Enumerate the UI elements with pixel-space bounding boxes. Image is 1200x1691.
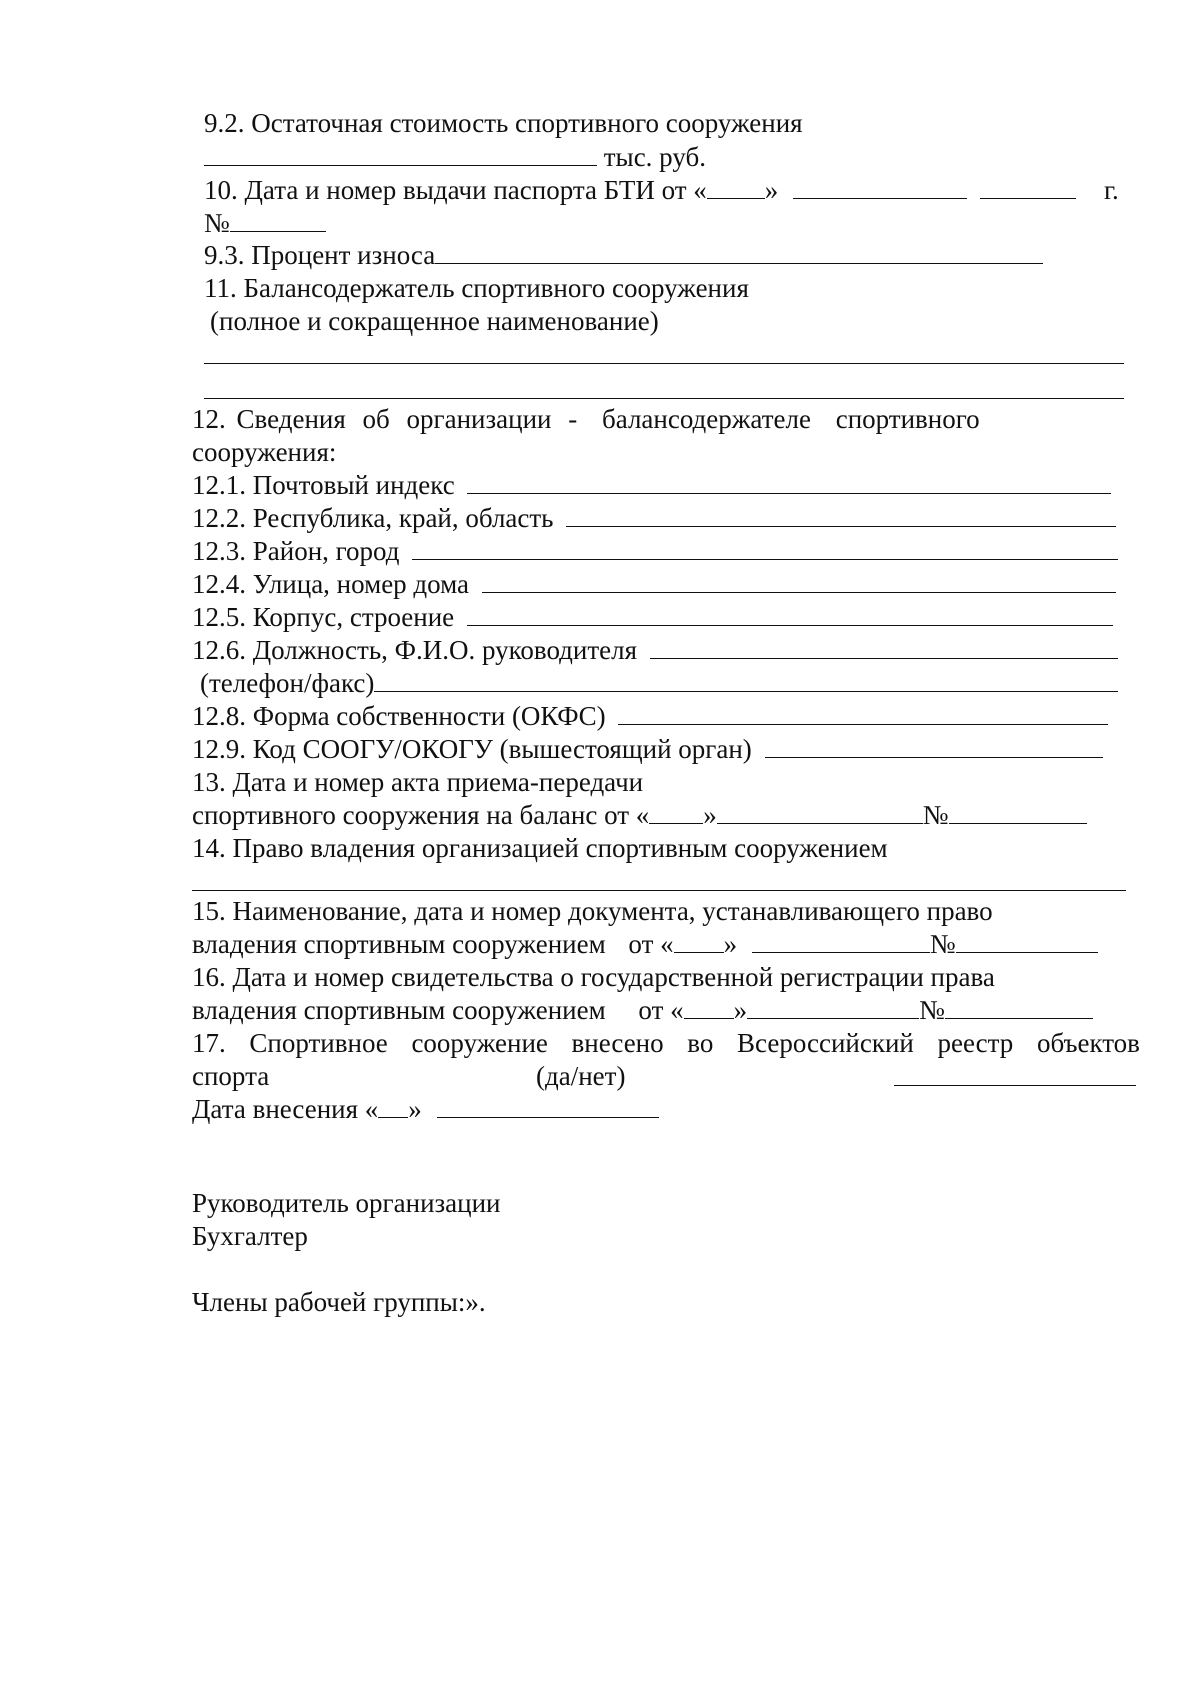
item-12-word: спортивного (835, 404, 980, 434)
doc-number-field[interactable] (956, 930, 1098, 953)
balance-holder-line-1[interactable] (204, 363, 1124, 364)
item-16-cont-label: владения спортивным сооружением (192, 995, 606, 1025)
item-9-2-value-line (204, 142, 706, 172)
bti-number-field[interactable] (230, 209, 326, 232)
postal-code-field[interactable] (467, 471, 1111, 494)
year-suffix: г. (1104, 175, 1119, 205)
item-13 (192, 767, 643, 797)
item-12-word: об (362, 404, 390, 434)
item-12-9-label: 12.9. Код СООГУ/ОКОГУ (вышестоящий орган) (192, 734, 752, 764)
item-17-word: 17. (192, 1028, 226, 1058)
item-12-6 (192, 635, 1118, 665)
residual-cost-field[interactable] (204, 143, 597, 166)
item-12-8 (192, 701, 1108, 731)
item-9-2 (204, 108, 803, 138)
cert-day-field[interactable] (684, 996, 734, 1019)
item-12-1 (192, 470, 1111, 500)
item-12-word: Сведения (236, 404, 346, 434)
from-label: от « (638, 995, 684, 1025)
item-12-word: - (568, 404, 578, 434)
act-day-field[interactable] (649, 801, 703, 824)
bti-month-field[interactable] (793, 176, 967, 199)
doc-day-field[interactable] (674, 930, 724, 953)
date-entry (192, 1094, 659, 1124)
item-14 (192, 833, 888, 863)
item-9-2-label: 9.2. Остаточная стоимость спортивного сооружения (204, 108, 803, 138)
head-of-organization-label: Руководитель организации (192, 1188, 501, 1218)
unit-label: тыс. руб. (603, 142, 706, 172)
item-12-9 (192, 734, 1103, 764)
item-10-label: 10. Дата и номер выдачи паспорта БТИ от « (204, 175, 707, 205)
item-13-cont-label: спортивного сооружения на баланс от « (192, 800, 650, 830)
number-sign: № (929, 929, 956, 959)
item-12-word: 12. (192, 404, 226, 434)
item-16-cont (192, 995, 1093, 1025)
item-12-3-label: 12.3. Район, город (192, 536, 400, 566)
item-11 (204, 273, 749, 303)
item-12-2-label: 12.2. Республика, край, область (192, 503, 554, 533)
item-11-sub (210, 306, 659, 336)
item-10 (204, 175, 1076, 205)
item-17-yesno: (да/нет) (536, 1061, 626, 1091)
from-label: от « (628, 929, 674, 959)
item-12-2 (192, 503, 1116, 533)
item-17-word: Спортивное (249, 1028, 388, 1058)
cert-date-field[interactable] (747, 996, 919, 1019)
act-number-field[interactable] (949, 801, 1087, 824)
wear-percent-field[interactable] (435, 241, 1043, 264)
doc-date-field[interactable] (752, 930, 930, 953)
district-city-field[interactable] (412, 537, 1118, 560)
quote-close: » (733, 995, 748, 1025)
item-16-label: 16. Дата и номер свидетельства о государственной регистрации права (192, 962, 995, 992)
item-17-word: реестр (937, 1028, 1014, 1058)
item-13-cont (192, 800, 1087, 830)
number-sign: № (204, 208, 230, 238)
item-9-3 (204, 240, 1043, 270)
date-entry-label: Дата внесения « (192, 1094, 379, 1124)
item-17-sport: спорта (192, 1061, 270, 1091)
item-15 (192, 896, 993, 926)
quote-close: » (703, 800, 717, 830)
bti-day-field[interactable] (707, 176, 765, 199)
item-17-word: Всероссийский (737, 1028, 914, 1058)
number-sign: № (922, 800, 949, 830)
phone-label: (телефон/факс) (200, 668, 375, 698)
item-12-word: организации (406, 404, 552, 434)
item-11-sublabel: (полное и сокращенное наименование) (210, 306, 659, 336)
item-12-5-label: 12.5. Корпус, строение (192, 602, 455, 632)
working-group-label: Члены рабочей группы:». (192, 1287, 486, 1317)
accountant-label: Бухгалтер (192, 1221, 308, 1251)
item-12-6-phone (200, 668, 1118, 698)
entry-day-field[interactable] (378, 1095, 408, 1118)
item-12-6-label: 12.6. Должность, Ф.И.О. руководителя (192, 635, 638, 665)
item-15-label: 15. Наименование, дата и номер документа, устанавливающего право (192, 896, 993, 926)
building-field[interactable] (467, 603, 1113, 626)
balance-holder-line-2[interactable] (204, 398, 1124, 399)
phone-fax-field[interactable] (374, 669, 1118, 692)
item-15-cont (192, 929, 1098, 959)
item-12-word: балансодержателе (601, 404, 811, 434)
street-field[interactable] (482, 570, 1116, 593)
item-10-number (204, 208, 326, 238)
quote-close: » (764, 175, 779, 205)
item-12-4-label: 12.4. Улица, номер дома (192, 569, 470, 599)
act-date-field[interactable] (717, 801, 923, 824)
item-17-word: во (687, 1028, 714, 1058)
item-12-5 (192, 602, 1113, 632)
item-12-1-label: 12.1. Почтовый индекс (192, 470, 455, 500)
item-12-4 (192, 569, 1116, 599)
ownership-form-field[interactable] (618, 702, 1108, 725)
item-17-word: внесено (571, 1028, 664, 1058)
item-12-8-label: 12.8. Форма собственности (ОКФС) (192, 701, 606, 731)
item-12-cont: сооружения: (192, 437, 337, 467)
item-17 (192, 1028, 1140, 1058)
authority-code-field[interactable] (765, 735, 1103, 758)
item-12-3 (192, 536, 1118, 566)
item-11-label: 11. Балансодержатель спортивного сооружения (204, 273, 749, 303)
item-16 (192, 962, 995, 992)
entry-date-field[interactable] (437, 1095, 659, 1118)
head-name-field[interactable] (650, 636, 1118, 659)
registry-answer-field[interactable] (894, 1085, 1136, 1086)
item-12 (192, 404, 980, 434)
number-sign: № (919, 995, 945, 1025)
item-17-word: объектов (1036, 1028, 1140, 1058)
item-17-word: сооружение (411, 1028, 548, 1058)
bti-year-field[interactable] (980, 176, 1076, 199)
item-9-3-label: 9.3. Процент износа (204, 240, 436, 270)
item-15-cont-label: владения спортивным сооружением (192, 929, 606, 959)
cert-number-field[interactable] (945, 996, 1093, 1019)
quote-close: » (408, 1094, 422, 1124)
item-13-label: 13. Дата и номер акта приема-передачи (192, 767, 644, 797)
ownership-right-line[interactable] (192, 890, 1126, 891)
item-14-label: 14. Право владения организацией спортивным сооружением (192, 833, 888, 863)
quote-close: » (723, 929, 738, 959)
region-field[interactable] (566, 504, 1116, 527)
